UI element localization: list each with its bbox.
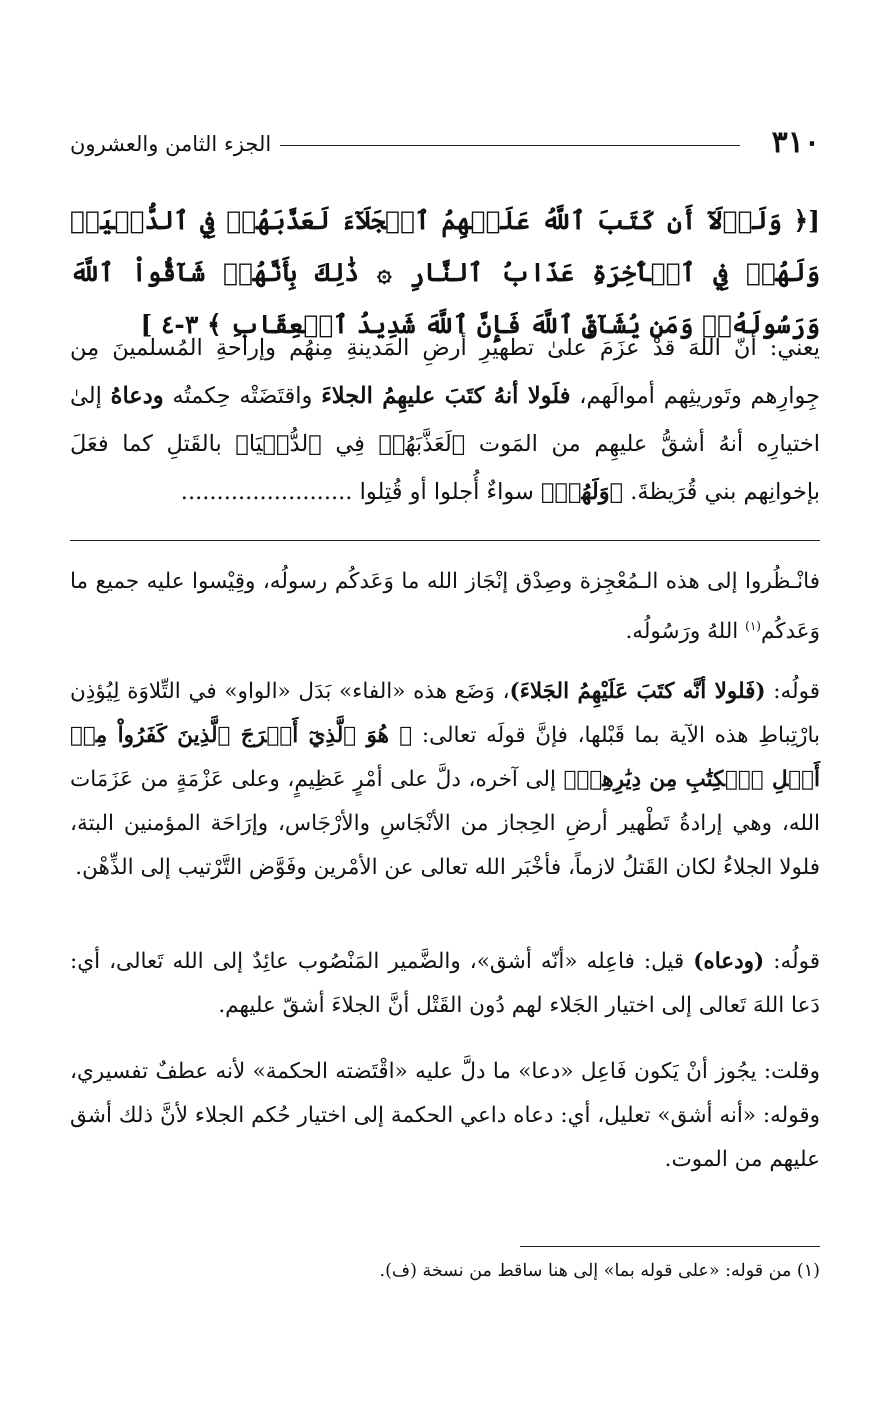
commentary-text: ، وَضَع هذه «الفاء» بَدَل «الواو» في التِّلاوَة لِيُؤذِن بارْتِباطِ هذه الآية بما قَبْلها، فإنَّ قولَه تعالى: <box>70 679 820 748</box>
part-title: الجزء الثامن والعشرون <box>70 132 272 156</box>
explanation-text: إلىٰ اختيارِه أنهُ أشقُّ عليهِم من المَوت <box>70 383 821 457</box>
verse-explanation <box>70 324 820 516</box>
footnote-reference[interactable]: (١) <box>745 619 761 633</box>
page-header <box>70 125 820 165</box>
explanation-bold: ودعاهُ <box>110 383 164 409</box>
commentary-heading: (ودعاه) <box>693 949 765 974</box>
footnote: (١) من قوله: «على قوله بما» إلى هنا ساقط من نسخة (ف). <box>379 1261 820 1281</box>
commentary-paragraph <box>70 670 820 890</box>
page-number: ٣١٠ <box>771 125 820 160</box>
explanation-quote: ﴿لَعَذَّبَهُمۡ فِي ٱلدُّنۡيَا﴾ <box>235 431 466 457</box>
commentary-text: إلى آخره، دلَّ على أمْرٍ عَظِيمٍ، وعلى عَزْمَةٍ من عَزَمَات الله، وهي إرادةُ تَطْهير أرضِ الحِجاز من الأنْجَاسِ والأرْجَاس، وإرَاحَة المؤمنين البتة، فلولا الجلاءُ لكان القَتلُ لازماً، فأخْبَر الله تعالى عن الأمْرين وفَوَّض التَّرْتيب إلى الذِّهْن. <box>70 767 820 880</box>
commentary-lead: قولُه: <box>773 679 820 704</box>
section-divider <box>70 540 820 541</box>
commentary-lead: قولُه: <box>773 949 820 974</box>
header-rule <box>280 145 740 146</box>
commentary-paragraph <box>70 560 820 654</box>
explanation-bold: فلَولا أنهُ كتَبَ عليهِمُ الجلاءَ <box>321 383 571 409</box>
explanation-text: يعني: أنّ اللهَ قدْ عزَمَ علىٰ تطهيرِ أرضِ المَدينةِ مِنهُم وإراحةِ المُسلمينَ مِن جِوارِهم وتَوريثِهم أموالَهم، <box>70 335 820 409</box>
commentary-text: اللهُ ورَسُولُه. <box>625 619 739 645</box>
quran-verse: [﴿ وَلَوۡلَآ أَن كَتَبَ ٱللَّهُ عَلَيۡهِمُ ٱلۡجَلَآءَ لَعَذَّبَهُمۡ فِي ٱلدُّنۡيَاۖ وَلَهُمۡ فِي ٱلۡأٓخِرَةِ عَذَابُ ٱلنَّارِ ۞ ذَٰلِكَ بِأَنَّهُمۡ شَآقُّواْ ٱللَّهَ وَرَسُولَهُۥۖ وَمَن يُشَآقِّ ٱللَّهَ فَإِنَّ ٱللَّهَ شَدِيدُ ٱلۡعِقَابِ ﴾ ٣-٤ ] <box>70 206 820 339</box>
explanation-text: بالقَتلِ كما فعَلَ بإخوانِهم بني قُرَيظةَ. <box>70 431 820 505</box>
commentary-heading: (فَلولا أنَّه كتَبَ عَلَيْهِمُ الجَلاءَ) <box>509 679 766 704</box>
commentary-quote: ﴿ هُوَ ٱلَّذِيٓ أَخۡرَجَ ٱلَّذِينَ كَفَرُواْ مِنۡ أَهۡلِ ٱلۡكِتَٰبِ مِن دِيَٰرِهِمۡ﴾ <box>70 723 821 792</box>
commentary-paragraph <box>70 940 820 1028</box>
explanation-text: سواءٌ أُجلوا أو قُتِلوا ........................ <box>180 479 534 505</box>
explanation-quote: ﴿وَلَهُمۡ﴾ <box>541 479 624 505</box>
commentary-paragraph: وقلت: يجُوز أنْ يَكون فَاعِل «دعا» ما دلَّ عليه «اقْتَضته الحكمة» لأنه عطفٌ تفسيري، وقوله: «أنه أشق» تعليل، أي: دعاه داعي الحكمة إلى اختيار حُكم الجلاء لأنَّ ذلك أشق عليهم من الموت. <box>70 1059 820 1172</box>
commentary-text: قيل: فاعِله «أنّه أشق»، والضَّمير المَنْصُوب عائِدٌ إلى الله تَعالى، أي: دَعا اللهَ تَعالى إلى اختيار الجَلاء لهم دُون القَتْل أنَّ الجلاءَ أشقّ عليهم. <box>70 949 820 1018</box>
commentary-text: فانْـظُروا إلى هذه الـمُعْجِزة وصِدْق إنْجَاز الله ما وَعَدكُم رسولُه، وقِيْسوا عليه جميع ما وَعَدكُم <box>70 569 820 645</box>
explanation-text: واقتَضَتْه حِكمتُه <box>172 383 313 409</box>
footnote-rule <box>520 1246 820 1247</box>
